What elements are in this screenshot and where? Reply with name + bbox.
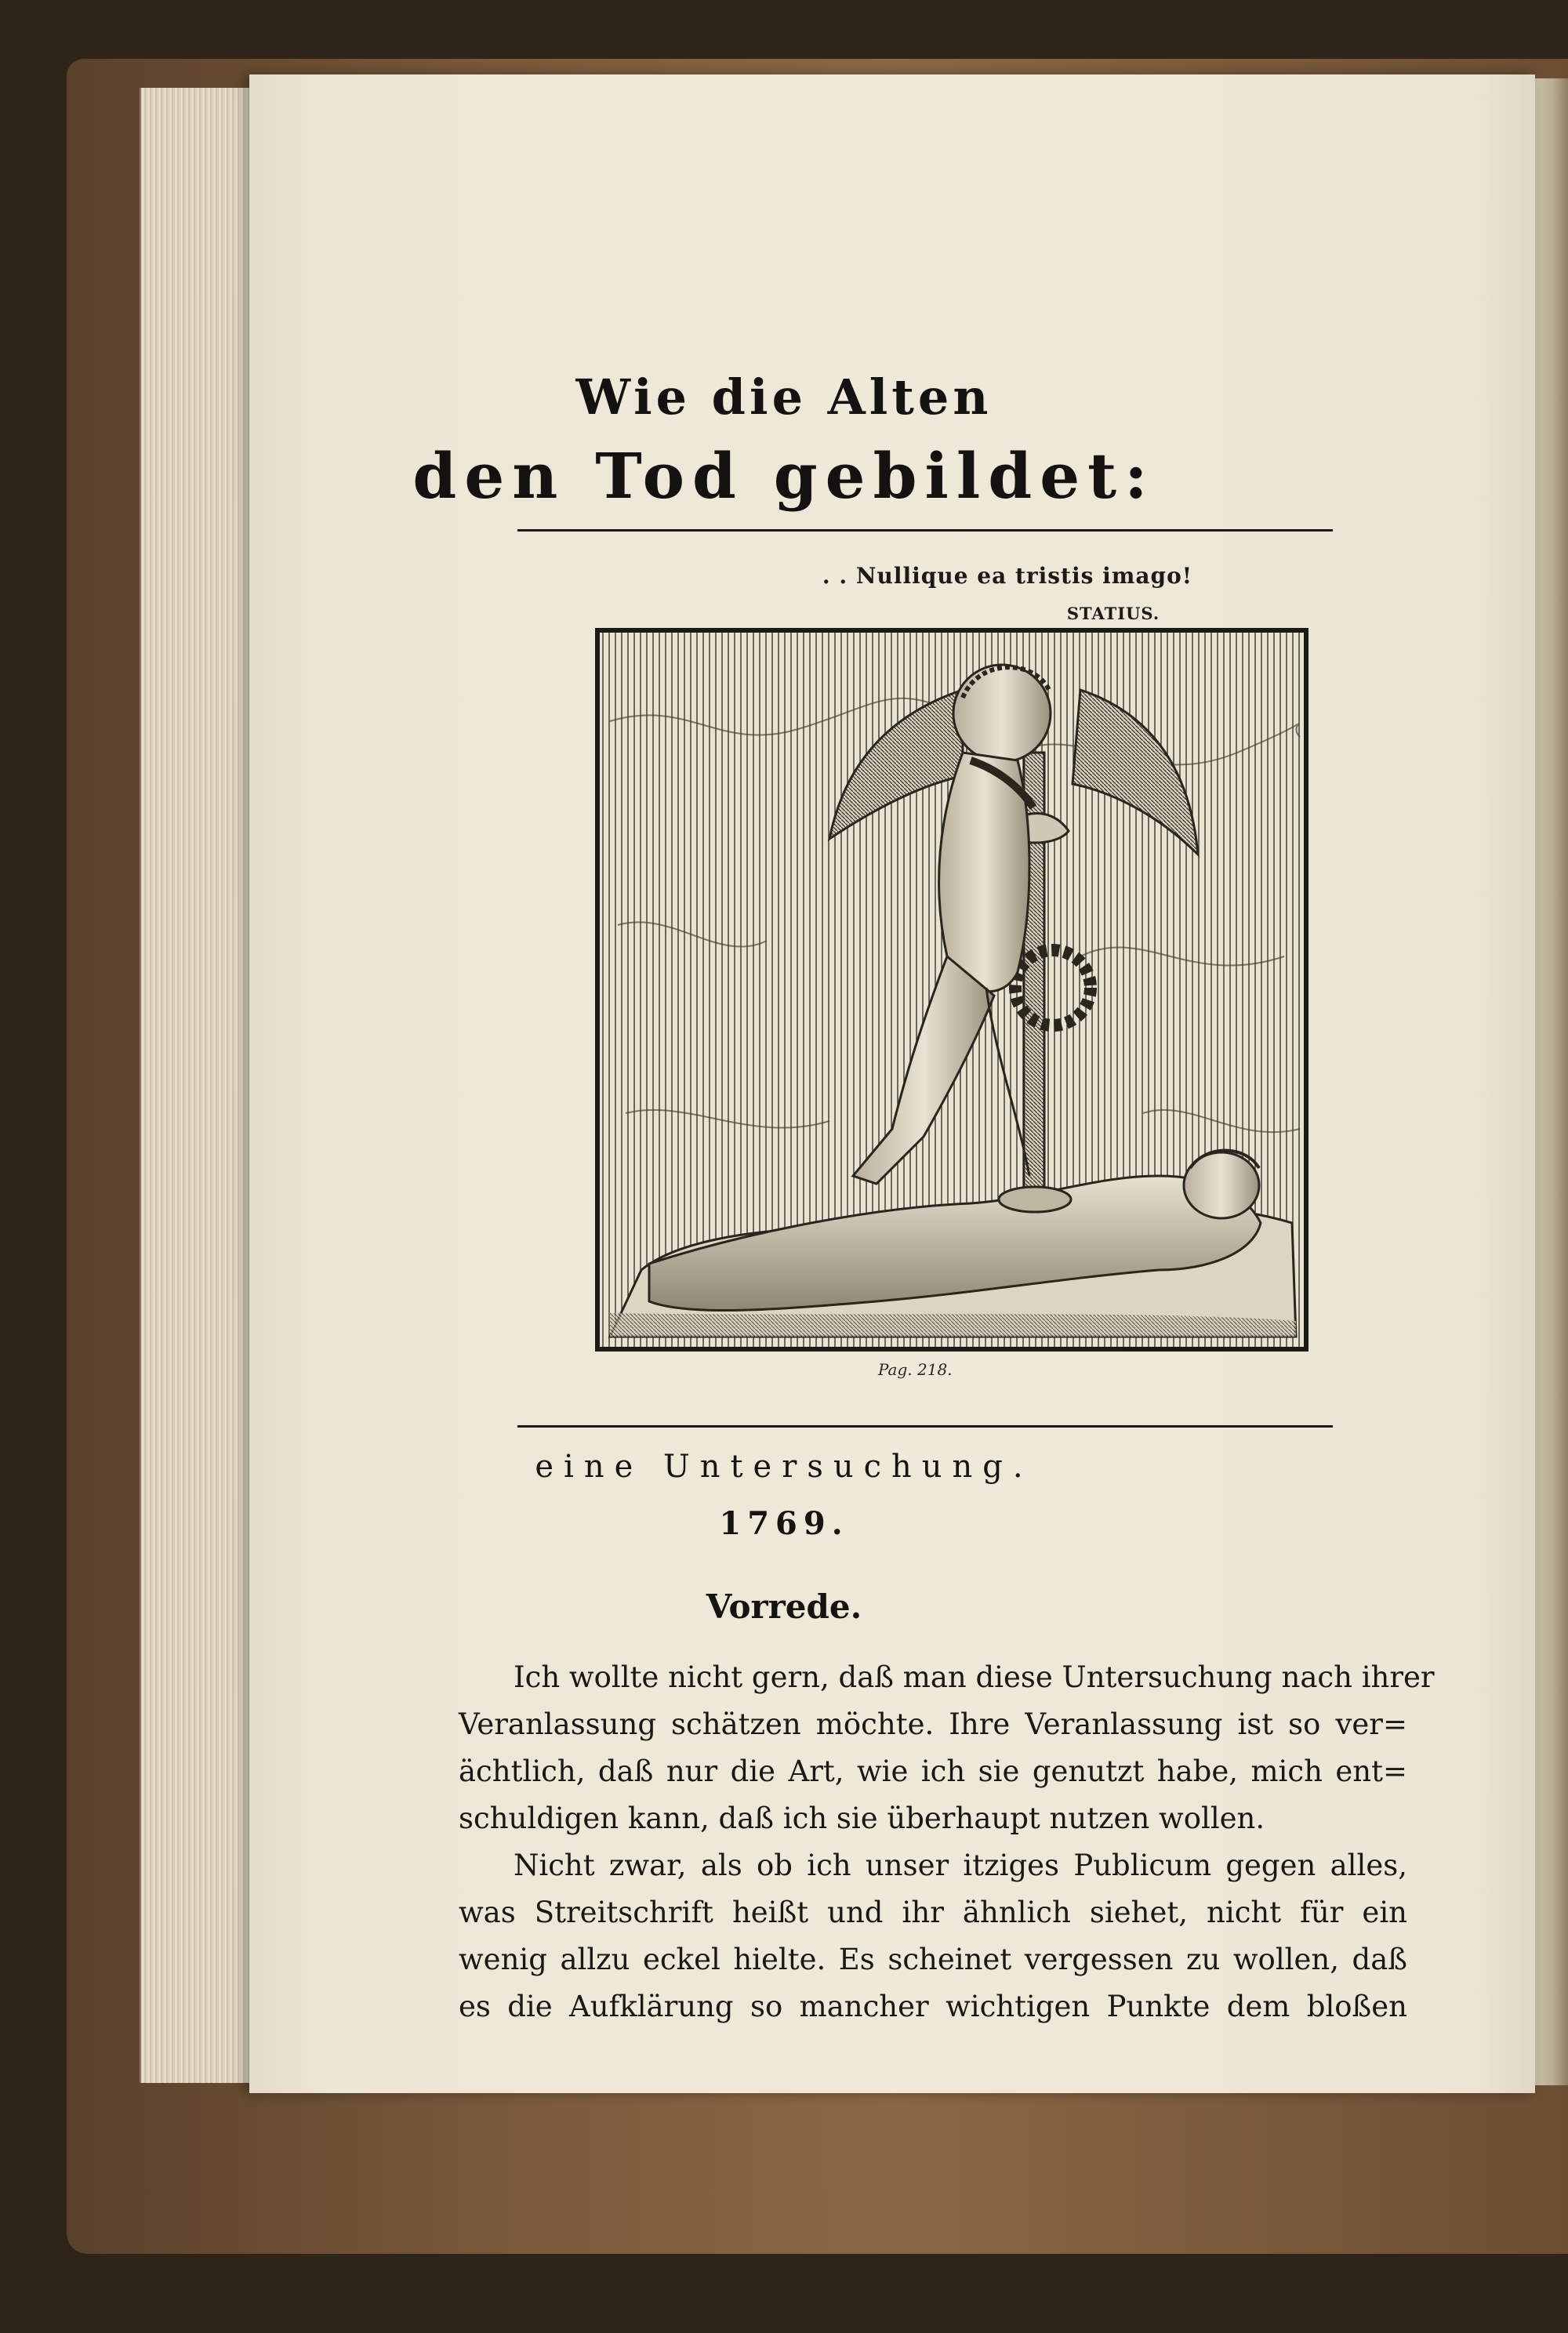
body-line: ächtlich, daß nur die Art, wie ich sie genutzt habe, mich ent= <box>459 1754 1407 1788</box>
title-rule <box>517 529 1333 532</box>
epigraph-source: STATIUS. <box>1066 604 1160 623</box>
section-heading: Vorrede. <box>706 1587 862 1626</box>
body-text <box>459 1654 1435 2030</box>
body-line: Ich wollte nicht gern, daß man diese Untersuchung nach ihrer <box>514 1660 1435 1694</box>
epigraph: . . Nullique ea tristis imago! <box>822 563 1193 589</box>
title-line-1: Wie die Alten <box>575 368 993 426</box>
body-line: was Streitschrift heißt und ihr ähnlich siehet, nicht für ein <box>459 1896 1407 1929</box>
body-line: wenig allzu eckel hielte. Es scheinet vergessen zu wollen, daß <box>459 1943 1407 1976</box>
body-line: Nicht zwar, als ob ich unser itziges Publicum gegen alles, <box>514 1849 1407 1882</box>
image-caption: Pag. 218. <box>878 1360 953 1379</box>
body-line: schuldigen kann, daß ich sie überhaupt nutzen wollen. <box>459 1801 1265 1835</box>
illustration-rule <box>517 1425 1333 1428</box>
body-line: Veranlassung schätzen möchte. Ihre Veranlassung ist so ver= <box>459 1707 1407 1741</box>
bleed-through-text <box>249 263 1535 294</box>
body-line: es die Aufklärung so mancher wichtigen Punkte dem bloßen <box>459 1990 1407 2023</box>
subtitle: eine Untersuchung. <box>535 1449 1033 1485</box>
engraving-illustration <box>594 627 1309 1352</box>
publication-year: 1769. <box>719 1505 849 1542</box>
title-line-2: den Tod gebildet: <box>412 439 1156 513</box>
